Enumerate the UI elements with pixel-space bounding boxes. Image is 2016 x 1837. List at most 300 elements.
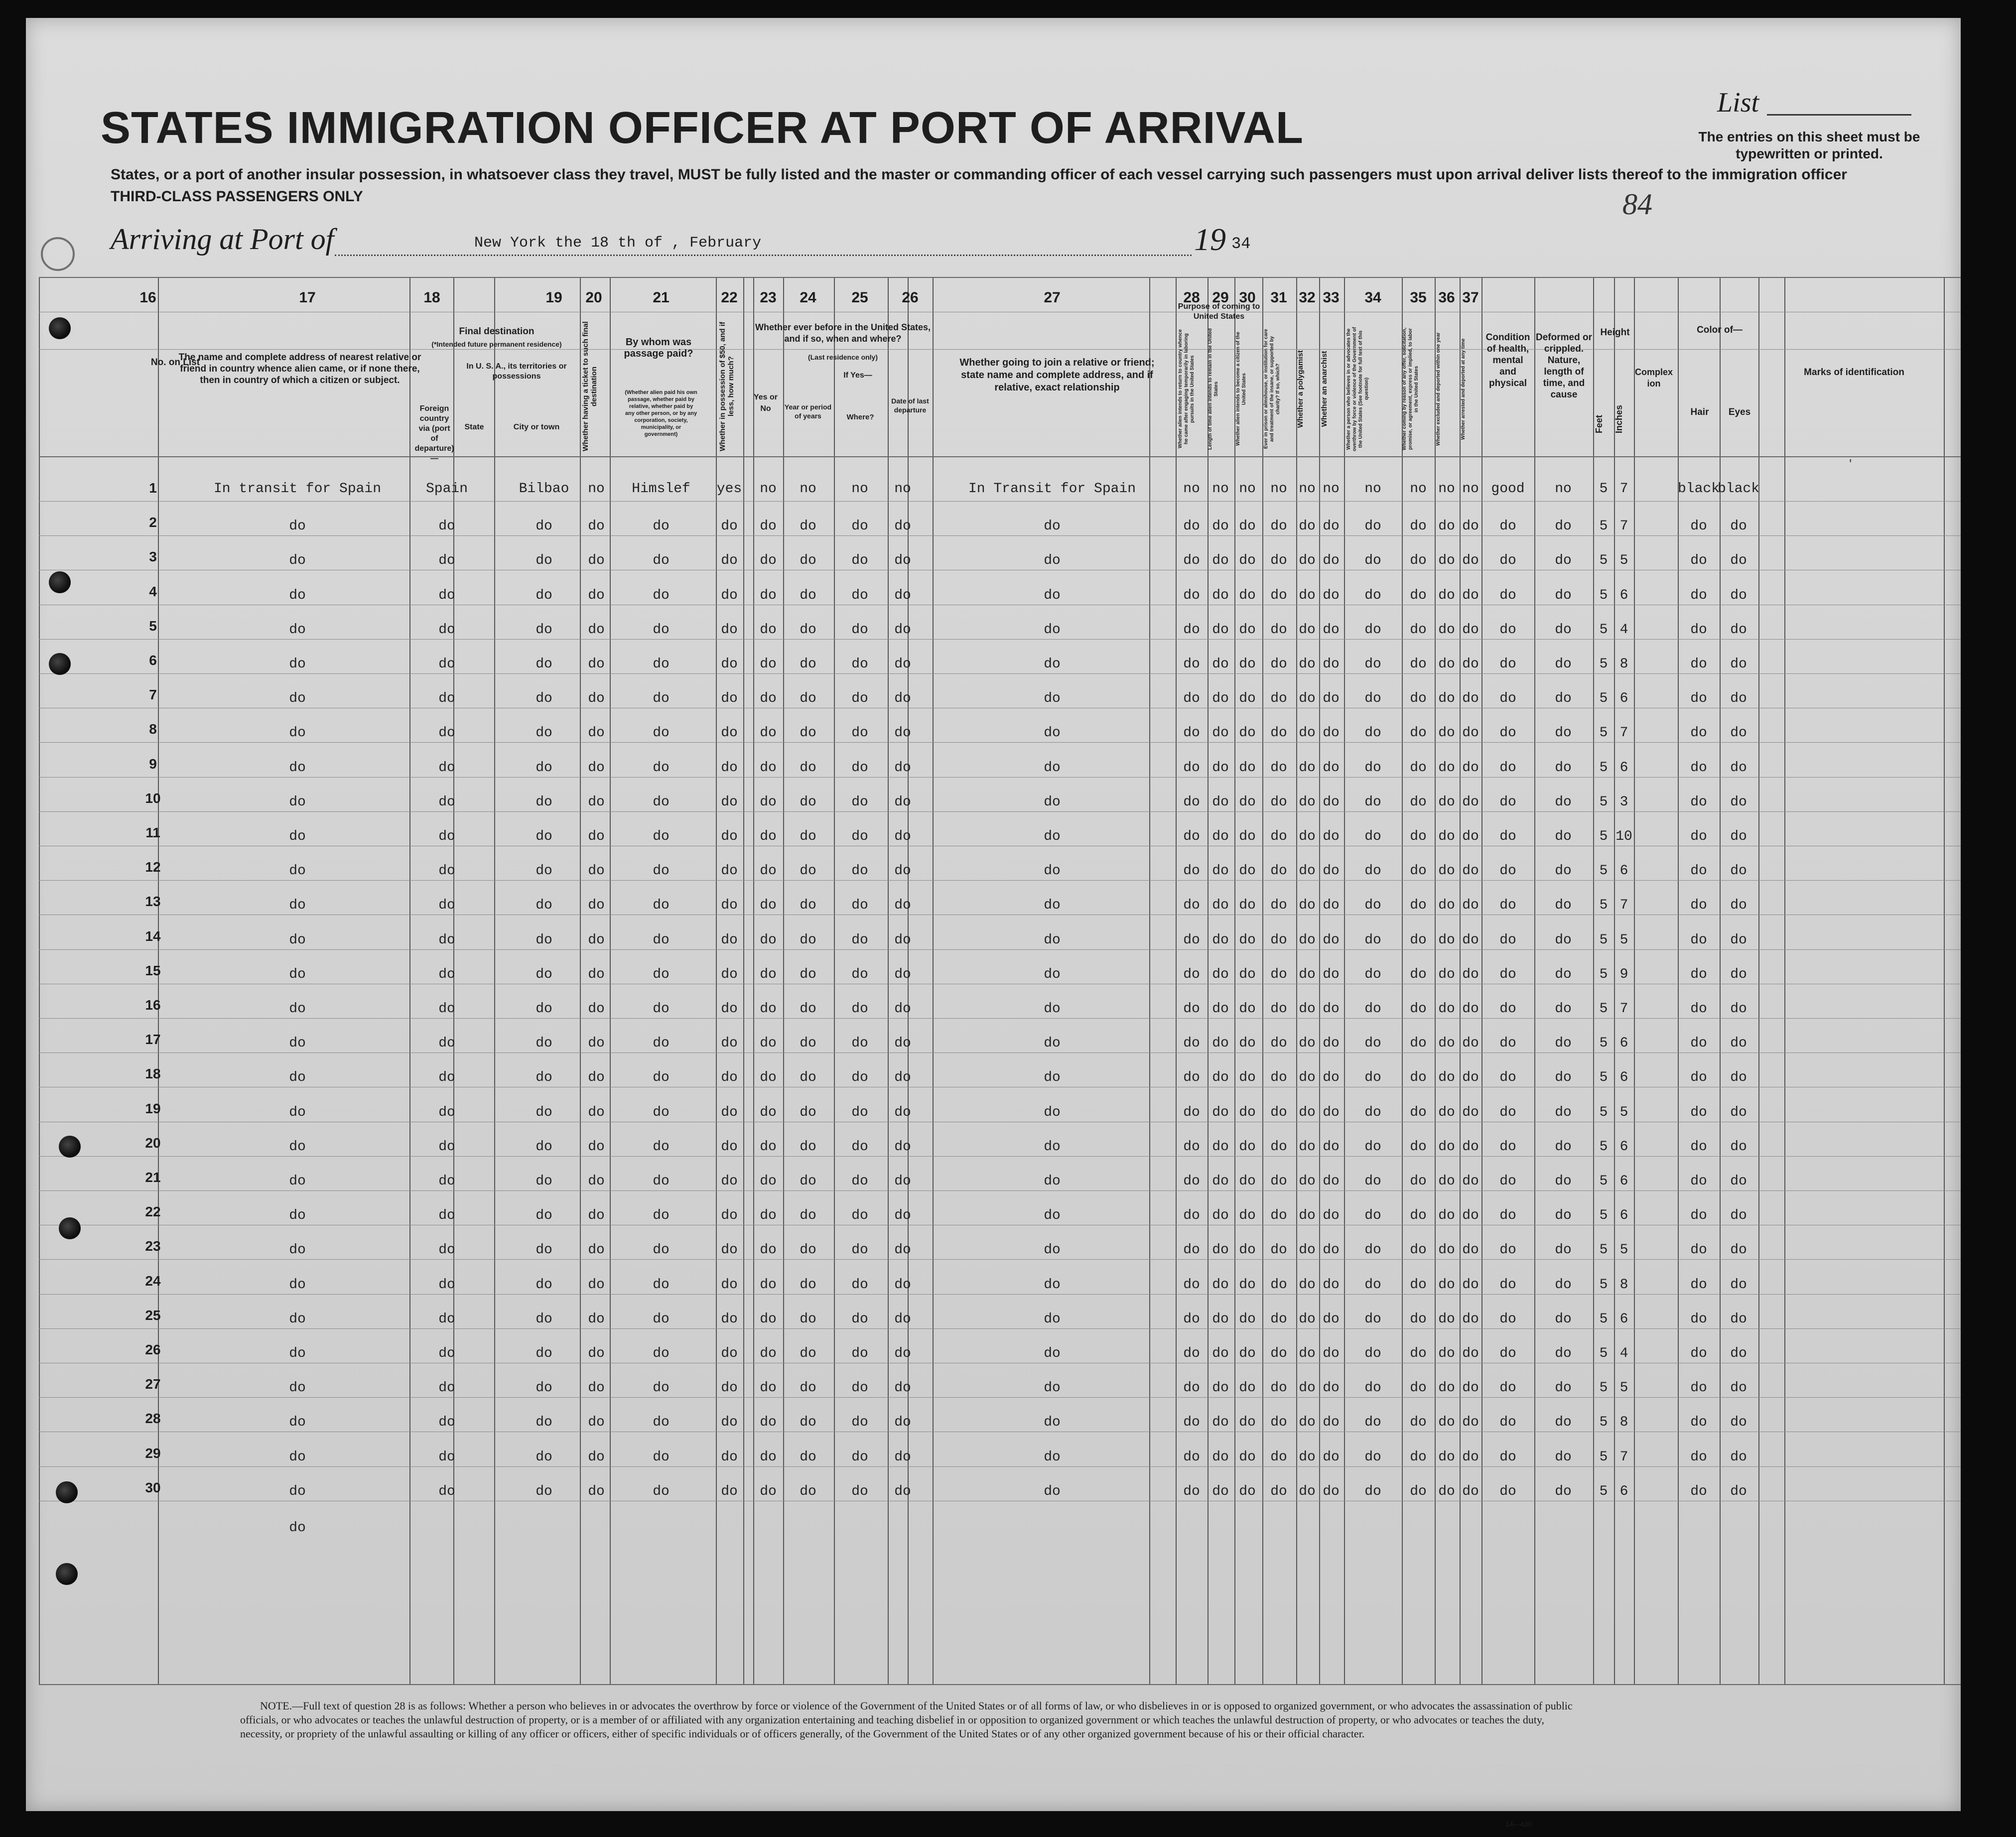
cell-health: do — [1499, 1174, 1516, 1189]
cell-fifty: do — [721, 863, 738, 879]
cell-relative: do — [289, 966, 306, 982]
column-rule — [409, 277, 410, 1684]
header-anarchist: Whether an anarchist — [1320, 351, 1329, 427]
header-if-yes: If Yes— — [843, 371, 872, 380]
cell-p-b: do — [1212, 1415, 1229, 1431]
cell-q25: do — [1270, 1139, 1287, 1155]
cell-p-b: do — [1212, 553, 1229, 569]
port-date-text: New York the 18 th of , February — [474, 235, 762, 252]
cell-p-a: do — [1183, 656, 1200, 672]
cell-health: do — [1499, 863, 1516, 879]
cell-paid: do — [653, 1449, 670, 1465]
cell-q28: do — [1364, 1346, 1381, 1361]
cell-country: do — [438, 1174, 455, 1189]
column-number: 37 — [1462, 289, 1479, 306]
cell-join: do — [1044, 898, 1061, 914]
column-number: 32 — [1299, 289, 1316, 306]
cell-q31: do — [1462, 1483, 1479, 1499]
cell-q25: do — [1270, 587, 1287, 603]
cell-q25: do — [1270, 725, 1287, 741]
cell-deformed: do — [1555, 1415, 1572, 1431]
cell-yes-no: do — [760, 1104, 777, 1120]
cell-inches: 5 — [1619, 1104, 1628, 1120]
cell-q28: do — [1364, 622, 1381, 638]
cell-q29: do — [1410, 1483, 1427, 1499]
column-rule — [1319, 277, 1320, 1684]
cell-yes-no: do — [760, 519, 777, 534]
cell-join: do — [1044, 1174, 1061, 1189]
cell-q31: do — [1462, 1104, 1479, 1120]
cell-feet: 5 — [1599, 622, 1608, 638]
cell-inches: 6 — [1619, 587, 1628, 603]
cell-q26: do — [1299, 1311, 1316, 1327]
header-q30: Whether excluded and deported within one year — [1436, 332, 1441, 446]
cell-q25: do — [1270, 691, 1287, 707]
cell-join: do — [1044, 794, 1061, 810]
cell-year: do — [800, 1208, 816, 1224]
cell-p-a: do — [1183, 1139, 1200, 1155]
cell-q25: do — [1270, 1174, 1287, 1189]
cell-date: do — [894, 1139, 911, 1155]
column-number: 33 — [1323, 289, 1340, 306]
cell-city: Bilbao — [519, 481, 569, 497]
cell-q27: do — [1323, 829, 1340, 844]
cell-eyes: do — [1730, 898, 1747, 914]
cell-ticket: do — [588, 898, 605, 914]
header-q31: Whether arrested and deported at any time — [1461, 338, 1466, 440]
row-rule — [39, 1190, 1961, 1191]
cell-health: do — [1499, 1311, 1516, 1327]
row-number: 2 — [149, 515, 157, 530]
cell-eyes: do — [1730, 1277, 1747, 1293]
cell-q30: no — [1438, 481, 1455, 497]
header-in-usa: In U. S. A., its territories or possessions — [466, 362, 567, 381]
header-join-relative: Whether going to join a relative or friend; state name and complete address, and if relative, exact relationship — [959, 357, 1155, 393]
cell-inches: 7 — [1619, 725, 1628, 741]
cell-q26: do — [1299, 1104, 1316, 1120]
cell-year: do — [800, 1242, 816, 1258]
cell-q27: do — [1323, 1380, 1340, 1396]
cell-eyes: do — [1730, 829, 1747, 844]
cell-year: do — [800, 1139, 816, 1155]
cell-p-a: do — [1183, 1208, 1200, 1224]
cell-fifty: do — [721, 932, 738, 948]
cell-q30: do — [1438, 587, 1455, 603]
cell-where: do — [851, 622, 868, 638]
cell-q28: do — [1364, 1449, 1381, 1465]
header-health: Condition of health, mental and physical — [1485, 332, 1530, 389]
cell-ticket: do — [588, 794, 605, 810]
cell-health: do — [1499, 1208, 1516, 1224]
column-rule — [1176, 277, 1177, 1684]
cell-q28: no — [1364, 481, 1381, 497]
cell-inches: 5 — [1619, 553, 1628, 569]
cell-relative: do — [289, 1311, 306, 1327]
cell-deformed: do — [1555, 656, 1572, 672]
cell-deformed: do — [1555, 1070, 1572, 1086]
cell-q31: do — [1462, 1346, 1479, 1361]
cell-where: do — [851, 966, 868, 982]
cell-inches: 6 — [1619, 863, 1628, 879]
cell-date: do — [894, 1070, 911, 1086]
cell-hair: do — [1690, 1036, 1707, 1051]
cell-q27: do — [1323, 898, 1340, 914]
cell-yes-no: do — [760, 932, 777, 948]
cell-q27: do — [1323, 1036, 1340, 1051]
cell-hair: do — [1690, 863, 1707, 879]
cell-q29: do — [1410, 1001, 1427, 1017]
cell-q25: do — [1270, 898, 1287, 914]
cell-q27: do — [1323, 1139, 1340, 1155]
cell-deformed: do — [1555, 829, 1572, 844]
cell-fifty: do — [721, 1242, 738, 1258]
row-rule — [39, 949, 1961, 950]
cell-date: do — [894, 691, 911, 707]
cell-ticket: do — [588, 1449, 605, 1465]
cell-hair: do — [1690, 1380, 1707, 1396]
page-title: STATES IMMIGRATION OFFICER AT PORT OF ARRIVAL — [101, 103, 1304, 153]
cell-q26: do — [1299, 656, 1316, 672]
cell-p-a: do — [1183, 587, 1200, 603]
cell-q25: no — [1270, 481, 1287, 497]
cell-where: do — [851, 760, 868, 776]
cell-q25: do — [1270, 1346, 1287, 1361]
cell-p-c: do — [1239, 1380, 1256, 1396]
cell-relative: do — [289, 1346, 306, 1361]
cell-q25: do — [1270, 1277, 1287, 1293]
cell-ticket: do — [588, 1104, 605, 1120]
cell-q28: do — [1364, 519, 1381, 534]
header-complexion: Complexion — [1634, 367, 1673, 389]
cell-q30: do — [1438, 932, 1455, 948]
cell-p-a: do — [1183, 622, 1200, 638]
cell-where: do — [851, 829, 868, 844]
passenger-class-label: THIRD-CLASS PASSENGERS ONLY — [111, 188, 363, 205]
cell-q28: do — [1364, 553, 1381, 569]
row-rule — [39, 777, 1961, 778]
header-passage-paid: By whom was passage paid? — [624, 337, 693, 359]
cell-hair: do — [1690, 829, 1707, 844]
cell-q25: do — [1270, 656, 1287, 672]
cell-feet: 5 — [1599, 1001, 1608, 1017]
cell-q28: do — [1364, 966, 1381, 982]
cell-where: do — [851, 725, 868, 741]
cell-where: do — [851, 1139, 868, 1155]
punch-hole-icon — [56, 1481, 78, 1503]
cell-health: do — [1499, 1001, 1516, 1017]
cell-inches: 8 — [1619, 656, 1628, 672]
cell-q27: do — [1323, 1415, 1340, 1431]
cell-relative: In transit for Spain — [213, 481, 382, 497]
cell-city: do — [536, 1449, 552, 1465]
cell-q30: do — [1438, 794, 1455, 810]
cell-p-a: do — [1183, 1070, 1200, 1086]
cell-q28: do — [1364, 932, 1381, 948]
cell-q28: do — [1364, 1242, 1381, 1258]
cell-paid: do — [653, 898, 670, 914]
cell-q30: do — [1438, 829, 1455, 844]
cell-q29: do — [1410, 519, 1427, 534]
cell-p-b: do — [1212, 1380, 1229, 1396]
header-no-on-list: No. on List — [150, 357, 200, 368]
row-rule — [39, 811, 1961, 812]
cell-country: do — [438, 519, 455, 534]
header-polygamist: Whether a polygamist — [1296, 350, 1305, 428]
cell-country: do — [438, 1036, 455, 1051]
cell-date: do — [894, 656, 911, 672]
cell-ticket: do — [588, 725, 605, 741]
cell-country: do — [438, 725, 455, 741]
cell-relative: do — [289, 1520, 306, 1536]
column-rule — [834, 277, 835, 1684]
cell-p-c: do — [1239, 622, 1256, 638]
cell-p-c: do — [1239, 1174, 1256, 1189]
cell-q31: do — [1462, 1242, 1479, 1258]
cell-q27: do — [1323, 1070, 1340, 1086]
cell-relative: do — [289, 1104, 306, 1120]
cell-health: do — [1499, 656, 1516, 672]
header-before-in-us-note: (Last residence only) — [807, 353, 878, 361]
cell-q30: do — [1438, 1380, 1455, 1396]
cell-year: do — [800, 656, 816, 672]
cell-q25: do — [1270, 1001, 1287, 1017]
cell-deformed: do — [1555, 1311, 1572, 1327]
cell-inches: 7 — [1619, 1449, 1628, 1465]
column-number: 26 — [902, 289, 919, 306]
cell-health: do — [1499, 553, 1516, 569]
cell-country: do — [438, 622, 455, 638]
cell-feet: 5 — [1599, 587, 1608, 603]
cell-p-c: do — [1239, 1036, 1256, 1051]
cell-join: do — [1044, 1139, 1061, 1155]
row-number: 26 — [145, 1342, 161, 1357]
cell-p-b: do — [1212, 519, 1229, 534]
cell-where: do — [851, 1036, 868, 1051]
cell-q30: do — [1438, 1036, 1455, 1051]
cell-year: do — [800, 622, 816, 638]
cell-join: do — [1044, 863, 1061, 879]
cell-where: do — [851, 1174, 868, 1189]
cell-q25: do — [1270, 1380, 1287, 1396]
row-number: 19 — [145, 1100, 161, 1116]
column-number: 19 — [545, 289, 562, 306]
list-number-line — [1767, 114, 1911, 116]
cell-yes-no: do — [760, 1277, 777, 1293]
cell-yes-no: do — [760, 1208, 777, 1224]
cell-q28: do — [1364, 1483, 1381, 1499]
cell-city: do — [536, 1104, 552, 1120]
cell-hair: do — [1690, 725, 1707, 741]
cell-q29: do — [1410, 1415, 1427, 1431]
cell-feet: 5 — [1599, 1139, 1608, 1155]
cell-q28: do — [1364, 587, 1381, 603]
cell-date: do — [894, 587, 911, 603]
cell-date: do — [894, 1001, 911, 1017]
column-number: 36 — [1438, 289, 1455, 306]
cell-country: do — [438, 587, 455, 603]
header-date-departure: Date of last departure — [891, 397, 929, 414]
cell-q27: do — [1323, 863, 1340, 879]
row-rule — [39, 1156, 1961, 1157]
cell-feet: 5 — [1599, 1104, 1608, 1120]
header-nearest-relative: The name and complete address of nearest relative or friend in country whence alien came, or if none there, then in country of which a citizen or subject. — [178, 352, 421, 386]
cell-yes-no: do — [760, 1483, 777, 1499]
column-rule — [494, 277, 495, 1684]
cell-q27: do — [1323, 725, 1340, 741]
cell-q30: do — [1438, 1449, 1455, 1465]
cell-yes-no: do — [760, 1070, 777, 1086]
cell-q30: do — [1438, 691, 1455, 707]
cell-eyes: do — [1730, 863, 1747, 879]
cell-eyes: do — [1730, 725, 1747, 741]
cell-date: do — [894, 1208, 911, 1224]
cell-date: do — [894, 932, 911, 948]
row-number: 17 — [145, 1032, 161, 1048]
cell-health: do — [1499, 794, 1516, 810]
cell-p-a: do — [1183, 863, 1200, 879]
cell-hair: do — [1690, 519, 1707, 534]
cell-country: Spain — [425, 481, 468, 497]
cell-eyes: do — [1730, 587, 1747, 603]
cell-ticket: do — [588, 1277, 605, 1293]
cell-paid: do — [653, 622, 670, 638]
cell-eyes: do — [1730, 760, 1747, 776]
year-suffix: 34 — [1231, 235, 1251, 253]
cell-q30: do — [1438, 760, 1455, 776]
cell-eyes: do — [1730, 1449, 1747, 1465]
cell-ticket: do — [588, 1311, 605, 1327]
cell-q29: do — [1410, 932, 1427, 948]
cell-q26: do — [1299, 1139, 1316, 1155]
cell-relative: do — [289, 1070, 306, 1086]
punch-hole-icon — [59, 1217, 81, 1239]
cell-q31: do — [1462, 966, 1479, 982]
cell-p-a: do — [1183, 725, 1200, 741]
cell-join: do — [1044, 1483, 1061, 1499]
cell-join: do — [1044, 1277, 1061, 1293]
cell-relative: do — [289, 656, 306, 672]
header-q29: Whether coming by reason of any offer, solicitation, promise, or agreement, express or implied, to labor in the United States — [1402, 327, 1419, 451]
circle-stamp-icon — [41, 237, 75, 271]
row-number: 16 — [145, 997, 161, 1013]
cell-q27: do — [1323, 519, 1340, 534]
cell-p-a: do — [1183, 691, 1200, 707]
column-rule — [1262, 277, 1263, 1684]
cell-q26: do — [1299, 1380, 1316, 1396]
cell-p-b: do — [1212, 1277, 1229, 1293]
cell-q31: do — [1462, 1208, 1479, 1224]
cell-yes-no: do — [760, 553, 777, 569]
cell-q25: do — [1270, 966, 1287, 982]
cell-date: do — [894, 553, 911, 569]
cell-paid: do — [653, 932, 670, 948]
cell-country: do — [438, 898, 455, 914]
cell-q26: do — [1299, 898, 1316, 914]
cell-q28: do — [1364, 1311, 1381, 1327]
cell-q27: no — [1323, 481, 1340, 497]
cell-eyes: do — [1730, 932, 1747, 948]
cell-q28: do — [1364, 829, 1381, 844]
cell-q30: do — [1438, 966, 1455, 982]
cell-q30: do — [1438, 1070, 1455, 1086]
cell-hair: do — [1690, 1311, 1707, 1327]
cell-relative: do — [289, 691, 306, 707]
instructions-text: States, or a port of another insular possession, in whatsoever class they travel, MUST be fully listed and the master or commanding officer of each vessel carrying such passengers must upon arrival deliver lists thereof to the immigration officer — [111, 166, 1847, 183]
cell-city: do — [536, 760, 552, 776]
cell-join: do — [1044, 553, 1061, 569]
cell-hair: do — [1690, 966, 1707, 982]
header-rule — [39, 277, 1961, 278]
cell-q26: do — [1299, 829, 1316, 844]
header-height: Height — [1600, 327, 1630, 338]
cell-q29: do — [1410, 1380, 1427, 1396]
cell-q29: do — [1410, 1139, 1427, 1155]
column-number: 16 — [139, 289, 156, 306]
cell-date: do — [894, 760, 911, 776]
cell-year: do — [800, 1001, 816, 1017]
cell-deformed: do — [1555, 587, 1572, 603]
cell-fifty: do — [721, 553, 738, 569]
cell-q27: do — [1323, 966, 1340, 982]
column-number: 21 — [653, 289, 670, 306]
cell-where: do — [851, 1277, 868, 1293]
cell-deformed: do — [1555, 691, 1572, 707]
cell-ticket: do — [588, 1380, 605, 1396]
cell-q25: do — [1270, 1208, 1287, 1224]
cell-q28: do — [1364, 1036, 1381, 1051]
header-yes-or-no: Yes or No — [753, 393, 778, 413]
cell-q31: do — [1462, 1036, 1479, 1051]
cell-city: do — [536, 1277, 552, 1293]
cell-q29: do — [1410, 1311, 1427, 1327]
cell-join: do — [1044, 519, 1061, 534]
cell-p-b: do — [1212, 587, 1229, 603]
cell-q27: do — [1323, 691, 1340, 707]
cell-ticket: do — [588, 863, 605, 879]
header-where: Where? — [846, 413, 874, 421]
cell-where: do — [851, 1415, 868, 1431]
cell-city: do — [536, 1415, 552, 1431]
column-number: 17 — [299, 289, 316, 306]
cell-country: do — [438, 691, 455, 707]
cell-q28: do — [1364, 863, 1381, 879]
cell-where: do — [851, 1001, 868, 1017]
cell-inches: 7 — [1619, 519, 1628, 534]
cell-p-b: do — [1212, 863, 1229, 879]
cell-fifty: do — [721, 587, 738, 603]
cell-country: do — [438, 1483, 455, 1499]
cell-where: do — [851, 863, 868, 879]
cell-paid: do — [653, 1001, 670, 1017]
header-purpose-b: Length of time alien intends to remain in the United States — [1208, 328, 1219, 450]
cell-ticket: do — [588, 691, 605, 707]
row-rule — [39, 1018, 1961, 1019]
cell-year: no — [800, 481, 816, 497]
register-tick: ' — [1849, 456, 1852, 472]
cell-q27: do — [1323, 1208, 1340, 1224]
cell-q25: do — [1270, 932, 1287, 948]
column-rule — [1402, 277, 1403, 1684]
cell-q28: do — [1364, 1208, 1381, 1224]
column-rule — [933, 277, 934, 1684]
cell-ticket: do — [588, 656, 605, 672]
cell-date: do — [894, 794, 911, 810]
column-rule — [1208, 277, 1209, 1684]
cell-p-c: do — [1239, 932, 1256, 948]
header-passage-paid-note: (Whether alien paid his own passage, whether paid by relative, whether paid by any other person, or by any corporation, society, municipality, or government) — [625, 390, 697, 437]
cell-eyes: do — [1730, 1139, 1747, 1155]
cell-relative: do — [289, 829, 306, 844]
